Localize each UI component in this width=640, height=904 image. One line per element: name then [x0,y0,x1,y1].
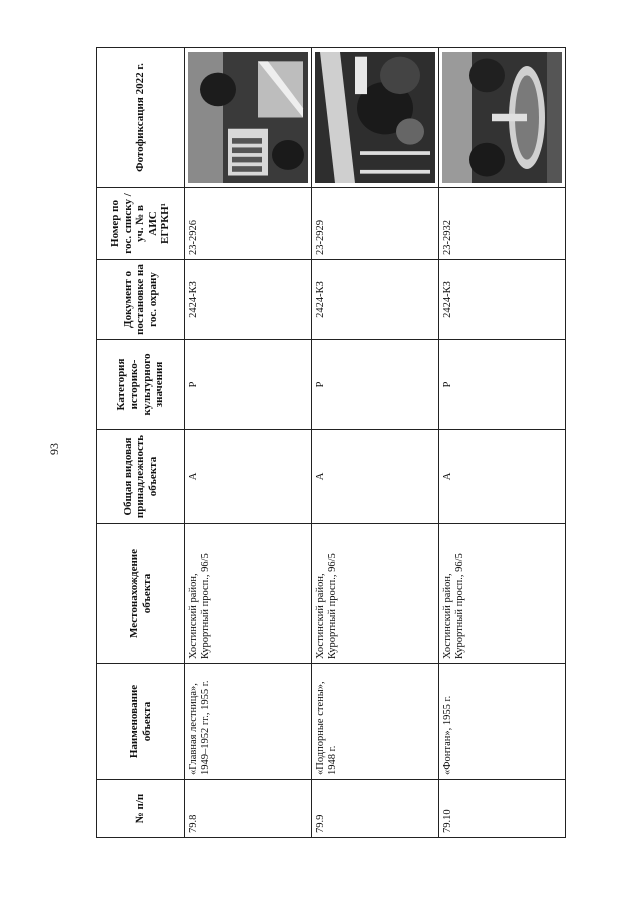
cell-num: 79.8 [185,780,312,838]
cell-location: Хостинский район, Курортный просп., 96/5 [312,524,439,664]
cell-reg-number: 23-2929 [312,188,439,260]
header-location: Местонахождение объекта [97,524,185,664]
cell-type: А [312,430,439,524]
header-document: Документ о постановке на гос. охрану [97,260,185,340]
cell-name: «Фонтан», 1955 г. [439,664,566,780]
header-category: Категория историко-культурного значения [97,340,185,430]
cell-category: Р [439,340,566,430]
cell-location: Хостинский район, Курортный просп., 96/5 [439,524,566,664]
page-number: 93 [47,443,61,455]
header-type: Общая видовая принадлежность объекта [97,430,185,524]
header-photo: Фотофиксация 2022 г. [97,48,185,188]
cell-type: А [185,430,312,524]
photo-retaining-walls [315,52,435,183]
heritage-objects-table [96,47,566,838]
table-row [312,48,439,838]
cell-document: 2424-КЗ [185,260,312,340]
rotated-table-container [96,48,552,838]
photo-fountain [442,52,562,183]
cell-photo [439,48,566,188]
cell-category: Р [312,340,439,430]
cell-reg-number: 23-2926 [185,188,312,260]
cell-name: «Главная лестница», 1949–1952 гг., 1955 г. [185,664,312,780]
photo-staircase [188,52,308,183]
cell-type: А [439,430,566,524]
cell-location: Хостинский район, Курортный просп., 96/5 [185,524,312,664]
cell-photo [312,48,439,188]
header-name: Наименование объекта [97,664,185,780]
cell-num: 79.10 [439,780,566,838]
cell-document: 2424-КЗ [439,260,566,340]
table-row [439,48,566,838]
cell-reg-number: 23-2932 [439,188,566,260]
cell-num: 79.9 [312,780,439,838]
cell-photo [185,48,312,188]
cell-name: «Подпорные стены», 1948 г. [312,664,439,780]
cell-category: Р [185,340,312,430]
cell-document: 2424-КЗ [312,260,439,340]
table-header-row [97,48,185,838]
header-num: № п/п [97,780,185,838]
header-reg-number: Номер по гос. списку /уч. № в АИС ЕГРКН¹ [97,188,185,260]
table-row [185,48,312,838]
table-wrapper [96,48,552,838]
